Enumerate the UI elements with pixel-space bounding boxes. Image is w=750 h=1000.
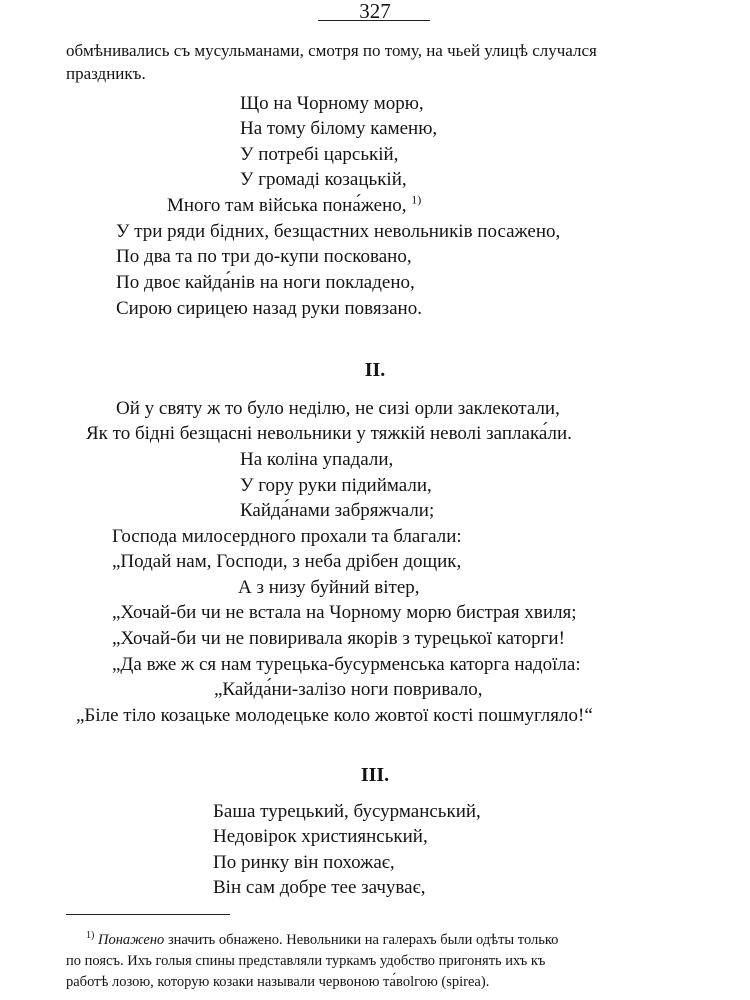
page-number: 327 (359, 0, 391, 23)
footnote-text: значить обнажено. Невольники на галерахъ были одѣты только (164, 932, 559, 948)
footnote-mark: 1) (86, 930, 95, 942)
verse-line: На коліна упадали, (240, 449, 394, 470)
verse-line: У громаді козацькій, (240, 169, 407, 190)
footnote (66, 930, 686, 993)
verse-line: Як то бідні безщасні невольники у тяжкій неволі заплака́ли. (86, 423, 572, 444)
intro-line: обмѣнивались съ мусульманами, смотря по тому, на чьей улицѣ случался (66, 41, 597, 60)
verse-line: У три ряди бідних, безщастних невольників посажено, (116, 221, 561, 242)
footnote-line (86, 930, 686, 951)
verse-line: „Біле тіло козацьке молодецьке коло жовтої кості пошмугляло!“ (76, 705, 593, 726)
verse-line: По два та по три до-купи посковано, (116, 246, 412, 267)
intro-paragraph (66, 39, 684, 85)
verse-line: По двоє кайда́нів на ноги покладено, (116, 272, 415, 293)
verse-line: Недовірок християнський, (213, 826, 428, 847)
verse-line: У гору руки підиймали, (240, 475, 432, 496)
verse-line: А з низу буйний вітер, (238, 577, 420, 598)
footnote-reference: 1) (411, 192, 422, 207)
verse-line: „Подай нам, Господи, з неба дрібен дощик, (112, 551, 462, 572)
verse-line: „Кайда́ни-залізо ноги повривало, (214, 679, 483, 700)
section-heading-3: III. (360, 764, 390, 786)
verse-line: Баша турецький, бусурманський, (213, 801, 481, 822)
footnote-term: Понажено (97, 932, 165, 948)
verse-line: Він сам добре тее зачуває, (213, 877, 426, 898)
verse-line: У потребі царській, (240, 144, 399, 165)
verse-line: Кайда́нами забряжчали; (240, 500, 435, 521)
verse-line: Ой у святу ж то було неділю, не сизі орли заклекотали, (116, 398, 560, 419)
verse-line: „Хочай-би чи не повиривала якорів з турецької каторги! (112, 628, 565, 649)
verse-line: Що на Чорному морю, (240, 93, 424, 114)
footnote-rule (66, 914, 230, 915)
verse-line: По ринку він похожає, (213, 852, 395, 873)
verse-line: На тому білому каменю, (240, 118, 438, 139)
verse-line-with-note (167, 194, 421, 218)
footnote-line: по поясъ. Ихъ голыя спины представляли туркамъ удобство пригонять ихъ къ (66, 953, 546, 969)
verse-line: „Да вже ж ся нам турецька-бусурменська каторга надоїла: (112, 654, 581, 675)
footnote-line: работѣ лозою, которую козаки называли червоною та́вolгою (spirea). (66, 974, 490, 990)
header-rule (318, 20, 430, 21)
verse-line: Господа милосердного прохали та благали: (112, 526, 462, 547)
verse-line: Сирою сирицею назад руки повязано. (116, 298, 422, 319)
verse-line: „Хочай-би чи не встала на Чорному морю бистрая хвиля; (112, 602, 577, 623)
intro-line: праздникъ. (66, 64, 146, 83)
section-heading-2: II. (364, 359, 386, 381)
verse-line-text: Много там війська пона́жено, (167, 195, 407, 216)
